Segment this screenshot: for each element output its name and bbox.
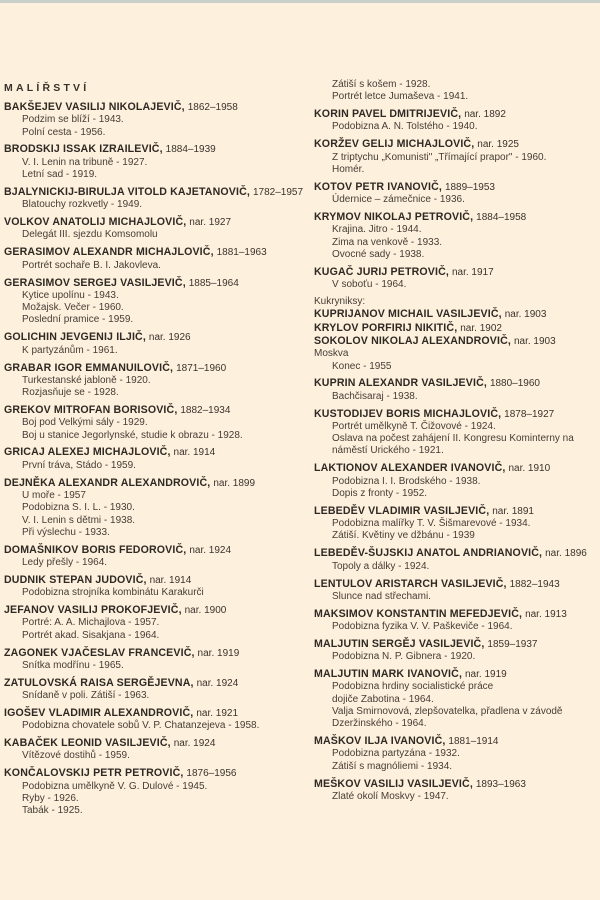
artist-dates: nar. 1914 (173, 447, 216, 459)
artist-name: DOMAŠNIKOV BORIS FEDOROVIČ, (4, 543, 187, 556)
artwork-title: Zima na venkově - 1933. (332, 236, 443, 248)
artist-name: MEŠKOV VASILIJ VASILJEVIČ, (314, 777, 473, 790)
artist-name: KORIN PAVEL DMITRIJEVIČ, (314, 108, 462, 121)
artist-dates: nar. 1910 (508, 463, 551, 475)
artwork-title: K partyzánům - 1961. (22, 344, 118, 356)
artwork-title: V. I. Lenin s dětmi - 1938. (22, 514, 136, 526)
artwork-title: Delegát III. sjezdu Komsomolu (22, 229, 158, 241)
artist-dates: 1782–1957 (252, 186, 304, 198)
artist-entry (314, 578, 600, 604)
artwork-title: Slunce nad střechami. (332, 590, 431, 602)
artist-heading (4, 246, 304, 259)
artist-entry (314, 181, 600, 207)
artist-heading (4, 477, 304, 490)
artist-heading (4, 143, 304, 156)
artwork-title: Homér. (332, 163, 365, 175)
artist-heading (314, 108, 600, 121)
artist-entry (4, 604, 304, 642)
artist-group-kukryniksy (314, 296, 600, 373)
artist-heading (4, 404, 304, 417)
artwork-title: Portrét akad. Sisakjana - 1964. (22, 629, 160, 641)
artwork-title: Oslava na počest zahájení II. Kongresu Kominterny na (332, 433, 574, 445)
artist-entry (4, 186, 304, 212)
group-place: Moskva (314, 348, 349, 360)
artist-dates: nar. 1925 (477, 139, 519, 151)
artwork-title: Portré: A. A. Michajlova - 1957. (22, 617, 160, 629)
artist-entry (314, 408, 600, 458)
artist-heading (314, 778, 600, 791)
artist-entry (314, 608, 600, 634)
artwork-title: Podobizna strojníka kombinátu Karakurči (22, 587, 204, 599)
artist-entry (314, 505, 600, 543)
artist-heading (314, 211, 600, 224)
artist-entry (4, 246, 304, 272)
artist-name: KUPRIJANOV MICHAIL VASILJEVIČ, (314, 308, 502, 321)
artwork-title: Krajina. Jitro - 1944. (332, 224, 422, 236)
artist-heading (4, 331, 304, 344)
artist-dates: 1881–1963 (216, 247, 267, 259)
artist-name: GOLICHIN JEVGENIJ ILJIČ, (4, 331, 146, 344)
artist-heading (4, 544, 304, 557)
artwork-title: Podzim se blíží - 1943. (22, 114, 124, 126)
artist-dates: 1859–1937 (487, 638, 538, 650)
group-member (314, 335, 600, 348)
artist-entry (4, 707, 304, 733)
artist-heading (314, 181, 600, 194)
artwork-title: Dopis z fronty - 1952. (332, 487, 428, 499)
artwork-title: V soboťu - 1964. (332, 279, 407, 291)
artist-name: KUPRIN ALEXANDR VASILJEVIČ, (314, 377, 487, 390)
artist-dates: nar. 1913 (525, 608, 567, 620)
artist-name: LAKTIONOV ALEXANDER IVANOVIČ, (314, 462, 506, 475)
artist-name: MALJUTIN SERGĚJ VASILJEVIČ, (314, 637, 485, 650)
artist-name: BJALYNICKIJ-BIRULJA VITOLD KAJETANOVIČ, (4, 185, 251, 198)
artist-name: GREKOV MITROFAN BORISOVIČ, (4, 403, 178, 416)
artist-entry (4, 477, 304, 539)
artist-heading (4, 677, 304, 690)
artist-heading (4, 186, 304, 199)
artist-dates: nar. 1917 (451, 266, 494, 278)
artist-name: KORŽEV GELIJ MICHAJLOVIČ, (314, 138, 475, 151)
artist-dates: nar. 1891 (492, 505, 534, 517)
group-member (314, 322, 600, 335)
artist-entry (314, 211, 600, 261)
artist-heading (314, 608, 600, 621)
artist-heading (314, 735, 600, 748)
artist-entry (4, 446, 304, 472)
artist-entry (314, 108, 600, 134)
artist-heading (4, 604, 304, 617)
artist-name: LEBEDĚV VLADIMIR VASILJEVIČ, (314, 504, 490, 517)
artwork-title: Podobizna S. I. L. - 1930. (22, 502, 135, 514)
artwork-title: Ovocné sady - 1938. (332, 248, 425, 260)
artwork-title: Ryby - 1926. (22, 792, 79, 804)
artist-name: KRYMOV NIKOLAJ PETROVIČ, (314, 211, 474, 224)
artwork-title: Vítězové dostihů - 1959. (22, 750, 130, 762)
artist-name: BAKŠEJEV VASILIJ NIKOLAJEVIČ, (4, 101, 185, 113)
artist-entry (314, 138, 600, 176)
artist-heading (4, 574, 304, 587)
right-entries (314, 79, 600, 808)
artist-dates: 1889–1953 (444, 181, 495, 193)
artist-entry (4, 737, 304, 763)
artist-name: MAKSIMOV KONSTANTIN MEFEDJEVIČ, (314, 607, 523, 620)
artist-dates: 1880–1960 (489, 378, 540, 390)
artist-heading (314, 638, 600, 651)
artist-dates: nar. 1899 (213, 477, 256, 489)
artist-name: DUDNIK STEPAN JUDOVIČ, (4, 573, 147, 586)
artist-entry (314, 266, 600, 292)
group-member (314, 308, 600, 321)
artwork-title: V. I. Lenin na tribuně - 1927. (22, 156, 148, 168)
artist-dates: nar. 1902 (460, 322, 502, 334)
artist-entry (314, 778, 600, 804)
artist-name: KUGAČ JURIJ PETROVIČ, (314, 265, 450, 278)
left-entries (4, 101, 304, 822)
artist-entry (4, 574, 304, 600)
artist-entry (314, 462, 600, 500)
artist-heading (4, 707, 304, 720)
artist-entry (314, 668, 600, 730)
artwork-title: Boj u stanice Jegorlynské, studie k obrazu - 1928. (22, 429, 243, 441)
artwork-title: Podobizna N. P. Gibnera - 1920. (332, 651, 476, 663)
artist-entry (314, 735, 600, 773)
artist-name: GERASIMOV ALEXANDR MICHAJLOVIČ, (4, 246, 214, 259)
artist-heading (4, 101, 304, 114)
artist-name: KONČALOVSKIJ PETR PETROVIČ, (4, 767, 184, 780)
artist-heading (314, 505, 600, 518)
artist-heading (314, 266, 600, 279)
artist-entry (4, 647, 304, 673)
artwork-title: náměstí Urického - 1921. (332, 445, 444, 457)
artwork-title: dojiče Zabotina - 1964. (332, 693, 434, 705)
artist-dates: 1881–1914 (448, 736, 499, 748)
artist-entry (4, 544, 304, 570)
artwork-title: Portrét umělkyně T. Čižovové - 1924. (332, 420, 496, 432)
artist-name: VOLKOV ANATOLIJ MICHAJLOVIČ, (4, 216, 187, 229)
artist-entry (4, 767, 304, 817)
artist-name: KOTOV PETR IVANOVIČ, (314, 180, 442, 193)
artwork-title: Ledy přešly - 1964. (22, 557, 108, 569)
artist-heading (4, 767, 304, 780)
artwork-title: Dzeržinského - 1964. (332, 718, 427, 730)
artist-dates: nar. 1924 (173, 738, 216, 750)
artwork-title: Podobizna hrdiny socialistické práce (332, 681, 494, 693)
artist-name: GERASIMOV SERGEJ VASILJEVIČ, (4, 276, 186, 289)
artwork-title: Rozjasňuje se - 1928. (22, 387, 119, 399)
artwork-title: Podobizna fyzika V. V. Paškeviče - 1964. (332, 621, 513, 632)
artist-name: JEFANOV VASILIJ PROKOFJEVIČ, (4, 604, 182, 617)
artist-heading (4, 647, 304, 660)
artist-dates: 1871–1960 (176, 362, 227, 374)
artist-name: BRODSKIJ ISSAK IZRAILEVIČ, (4, 143, 163, 156)
artist-name: IGOŠEV VLADIMIR ALEXANDROVIČ, (4, 706, 194, 719)
artist-entry (4, 277, 304, 327)
artwork-title: Podobizna chovatele sobů V. P. Chatanzejeva - 1958. (22, 720, 260, 732)
artist-entry (4, 331, 304, 357)
artist-entry (4, 143, 304, 181)
artist-name: KABAČEK LEONID VASILJEVIČ, (4, 737, 171, 750)
artist-name: KUSTODIJEV BORIS MICHAJLOVIČ, (314, 407, 502, 420)
artist-heading (4, 737, 304, 750)
artist-name: GRICAJ ALEXEJ MICHAJLOVIČ, (4, 446, 171, 459)
artist-entry (4, 404, 304, 442)
artwork-title: Zátiší s magnóliemi - 1934. (332, 760, 453, 772)
artist-dates: nar. 1896 (545, 548, 587, 560)
artist-heading (4, 362, 304, 375)
artist-heading (314, 547, 600, 560)
artist-name: GRABAR IGOR EMMANUILOVIČ, (4, 361, 174, 374)
artist-dates: 1882–1943 (509, 578, 560, 590)
artist-dates: nar. 1903 (513, 335, 556, 347)
artist-dates: nar. 1900 (184, 605, 227, 617)
artist-entry (4, 216, 304, 242)
artist-heading (314, 668, 600, 681)
artwork-title: Portrét letce Jumaševa - 1941. (332, 91, 469, 103)
artist-dates: nar. 1927 (189, 217, 232, 229)
artwork-title: Podobizna partyzána - 1932. (332, 748, 460, 760)
artwork-title: Zátiší. Květiny ve džbánu - 1939 (332, 530, 475, 542)
artist-name: MAŠKOV ILJA IVANOVIČ, (314, 735, 446, 748)
artist-name: LENTULOV ARISTARCH VASILJEVIČ, (314, 577, 507, 590)
artist-entry (314, 547, 600, 573)
artwork-title: Podobizna I. I. Brodského - 1938. (332, 475, 481, 487)
artwork-title: Podobizna malířky T. V. Šišmarevové - 1934. (332, 518, 531, 530)
artist-dates: 1882–1934 (180, 404, 231, 416)
artist-heading (314, 408, 600, 421)
artwork-title: Portrét sochaře B. I. Jakovleva. (22, 259, 161, 271)
artwork-title: Konec - 1955 (332, 360, 392, 372)
artist-dates: 1885–1964 (188, 277, 239, 289)
artist-name: MALJUTIN MARK IVANOVIČ, (314, 668, 463, 681)
artwork-title: Topoly a dálky - 1924. (332, 560, 430, 572)
continued-entry (314, 79, 600, 104)
artist-heading (314, 462, 600, 475)
artist-entry (4, 362, 304, 400)
group-label: Kukryniksy: (314, 296, 366, 308)
artwork-title: Boj pod Velkými sály - 1929. (22, 417, 148, 429)
artwork-title: U moře - 1957 (22, 489, 86, 501)
artwork-title: Kytice upolínu - 1943. (22, 289, 119, 301)
artist-heading (4, 446, 304, 459)
artist-name: SOKOLOV NIKOLAJ ALEXANDROVIČ, (314, 334, 512, 347)
artist-dates: 1878–1927 (504, 408, 555, 420)
artwork-title: Poslední pramice - 1959. (22, 314, 134, 326)
artwork-title: Turkestanské jabloně - 1920. (22, 374, 151, 386)
artist-dates: nar. 1914 (149, 574, 192, 586)
artwork-title: Bachčisaraj - 1938. (332, 390, 418, 402)
artist-entry (4, 101, 304, 139)
artist-dates: nar. 1892 (464, 109, 506, 121)
artist-dates: 1884–1939 (165, 144, 216, 156)
artwork-title: Podobizna A. N. Tolstého - 1940. (332, 121, 478, 133)
artist-dates: nar. 1919 (465, 669, 507, 681)
artist-dates: nar. 1924 (189, 544, 232, 556)
artist-dates: 1876–1956 (186, 768, 237, 780)
artist-dates: nar. 1926 (148, 332, 191, 344)
artist-name: ZATULOVSKÁ RAISA SERGĚJEVNA, (4, 676, 194, 689)
artwork-title: Blatouchy rozkvetly - 1949. (22, 199, 143, 211)
artwork-title: Snídaně v poli. Zátiší - 1963. (22, 690, 150, 702)
artist-name: LEBEDĚV-ŠUJSKIJ ANATOL ANDRIANOVIČ, (314, 547, 543, 560)
artwork-title: Polní cesta - 1956. (22, 126, 106, 138)
artwork-title: Při výslechu - 1933. (22, 526, 110, 538)
artwork-title: Podobizna umělkyně V. G. Dulové - 1945. (22, 780, 208, 792)
artist-heading (314, 578, 600, 591)
artwork-title: Tabák - 1925. (22, 805, 83, 817)
artist-heading (4, 216, 304, 229)
artist-dates: nar. 1921 (196, 707, 239, 719)
artwork-title: Valja Smirnovová, zlepšovatelka, přadlena v závodě (332, 705, 563, 717)
artwork-title: Údernice – zámečnice - 1936. (332, 194, 465, 206)
artist-name: ZAGONEK VJAČESLAV FRANCEVIČ, (4, 646, 195, 659)
artist-dates: nar. 1903 (504, 309, 547, 321)
artist-entry (4, 677, 304, 703)
artwork-title: Letní sad - 1919. (22, 169, 98, 181)
artist-dates: 1893–1963 (475, 778, 526, 790)
artist-heading (314, 377, 600, 390)
artist-name: KRYLOV PORFIRIJ NIKITIČ, (314, 321, 458, 334)
artist-dates: 1862–1958 (187, 102, 238, 113)
artist-dates: nar. 1924 (196, 677, 239, 689)
artwork-title: Zátiší s košem - 1928. (332, 79, 431, 90)
artwork-title: Zlaté okolí Moskvy - 1947. (332, 790, 449, 802)
section-title: MALÍŘSTVÍ (4, 82, 90, 94)
artwork-title: Z triptychu „Komunisti" „Třímající prapor" - 1960. (332, 151, 547, 163)
artist-name: DEJNĚKA ALEXANDR ALEXANDROVIČ, (4, 476, 211, 489)
artwork-title: První tráva, Stádo - 1959. (22, 459, 136, 471)
artwork-title: Možajsk. Večer - 1960. (22, 302, 124, 314)
artist-dates: 1884–1958 (476, 212, 527, 224)
artist-dates: nar. 1919 (197, 647, 240, 659)
artwork-title: Snítka modřínu - 1965. (22, 659, 124, 671)
artist-entry (314, 638, 600, 664)
artist-heading (314, 138, 600, 151)
artist-entry (314, 377, 600, 403)
artist-heading (4, 277, 304, 290)
